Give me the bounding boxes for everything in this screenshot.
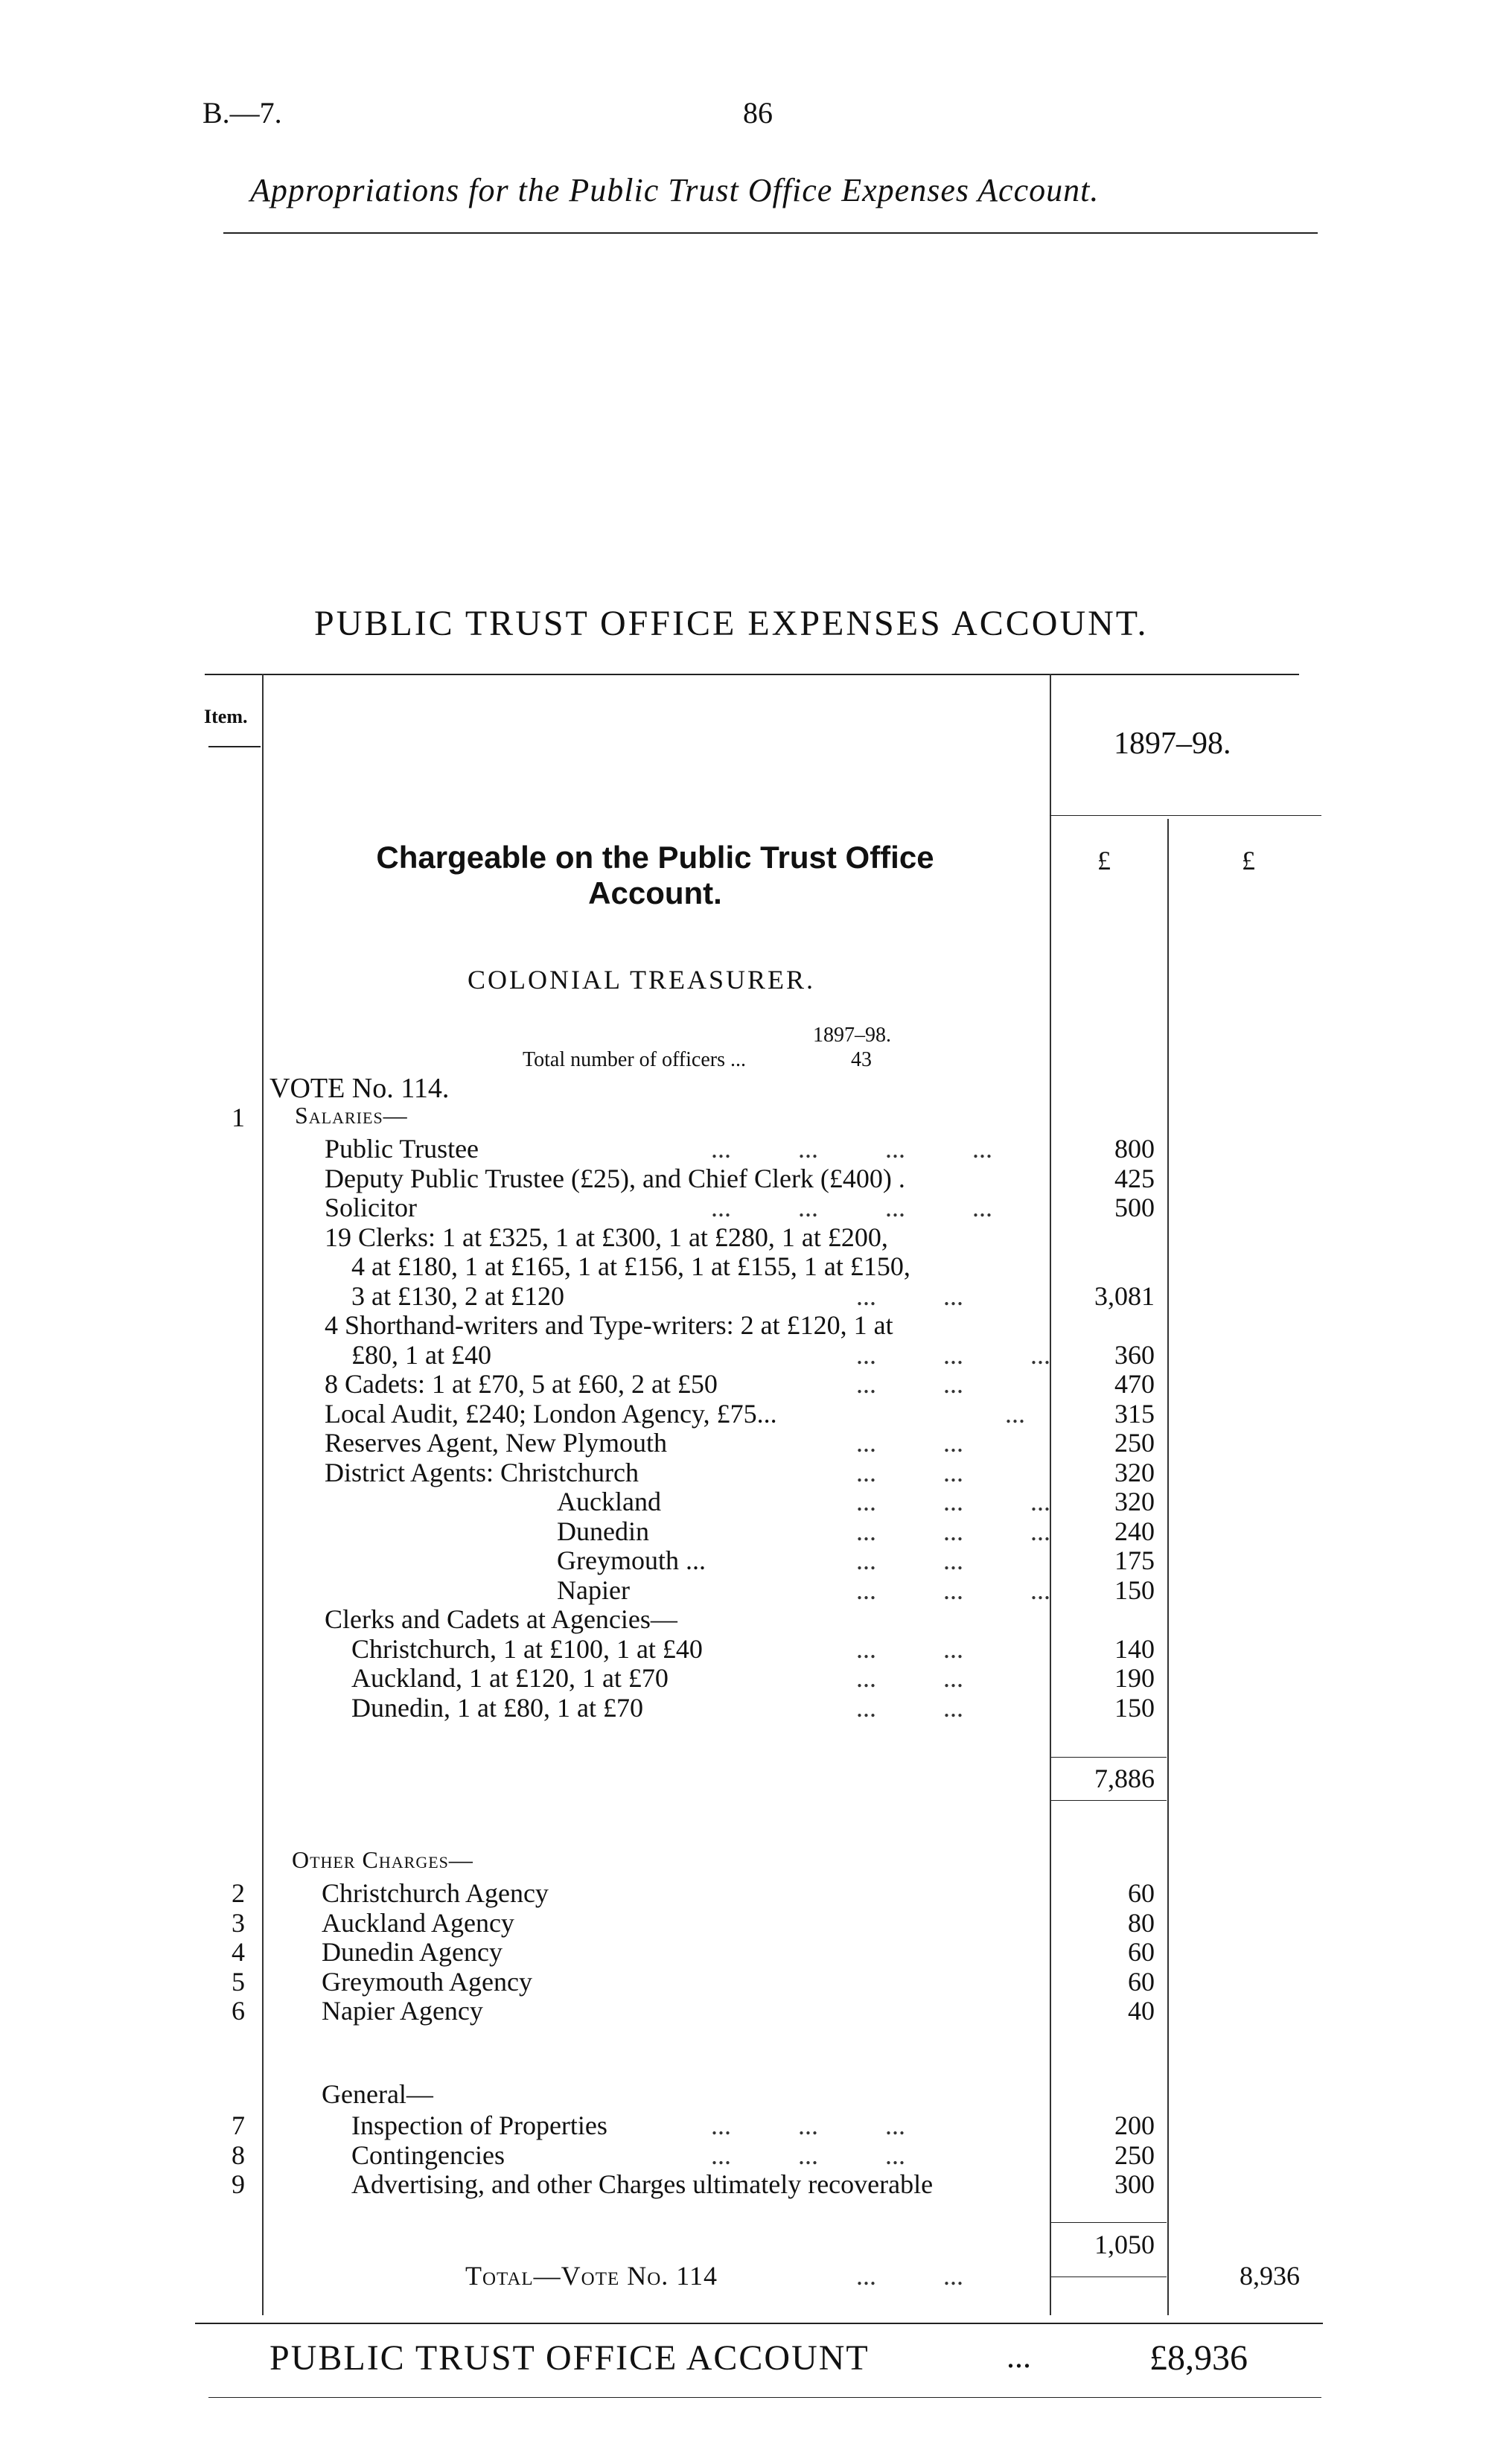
leader-dots: ... ... [856, 1692, 963, 1723]
row-label: Auckland [557, 1487, 661, 1516]
other-charge-row [0, 1907, 1512, 1937]
row-label: District Agents: Christchurch [325, 1457, 639, 1487]
row-label: Clerks and Cadets at Agencies— [325, 1604, 677, 1634]
table-top-rule [205, 674, 1299, 675]
chargeable-heading-line1: Chargeable on the Public Trust Office [376, 840, 934, 875]
leader-dots: ... ... [856, 1663, 963, 1693]
general-row [0, 2110, 1512, 2140]
year-column-header: 1897–98. [1114, 727, 1231, 761]
salary-row [0, 1309, 1512, 1339]
salary-row [0, 1486, 1512, 1516]
row-label: Auckland, 1 at £120, 1 at £70 [351, 1663, 669, 1693]
row-amount: 190 [1114, 1663, 1155, 1693]
row-label: Auckland Agency [322, 1907, 514, 1938]
row-label: Reserves Agent, New Plymouth [325, 1428, 667, 1458]
item-number: 4 [232, 1937, 245, 1967]
salary-row [0, 1516, 1512, 1545]
salary-row [0, 1133, 1512, 1163]
chargeable-heading [283, 840, 1027, 911]
row-label: Christchurch, 1 at £100, 1 at £40 [351, 1633, 703, 1664]
row-amount: 470 [1114, 1369, 1155, 1399]
row-label: 3 at £130, 2 at £120 [351, 1280, 564, 1311]
row-amount: 140 [1114, 1633, 1155, 1664]
salary-row [0, 1574, 1512, 1604]
row-label: Greymouth ... [557, 1545, 706, 1575]
salary-row [0, 1633, 1512, 1663]
row-amount: 320 [1114, 1457, 1155, 1487]
leader-dots: ... ... ... [711, 2110, 905, 2140]
page-number: 86 [743, 96, 773, 130]
salary-row [0, 1192, 1512, 1222]
total-vote-amount: 8,936 [1240, 2261, 1300, 2291]
general-subtotal: 1,050 [1094, 2230, 1155, 2259]
row-amount: 360 [1114, 1339, 1155, 1370]
row-amount: 320 [1114, 1487, 1155, 1516]
salary-row [0, 1604, 1512, 1633]
chargeable-heading-line2: Account. [588, 875, 722, 910]
general-row [0, 2140, 1512, 2169]
row-label: Napier [557, 1574, 630, 1605]
row-amount: 200 [1114, 2110, 1155, 2140]
officers-count: 43 [851, 1048, 872, 1071]
row-label: Solicitor [325, 1193, 417, 1222]
item-number: 5 [232, 1966, 245, 1997]
leader-dots: ... ... [856, 1457, 963, 1487]
row-amount: 300 [1114, 2169, 1155, 2199]
item-underline [208, 746, 261, 747]
row-label: 4 at £180, 1 at £165, 1 at £156, 1 at £155, 1 at £150, [351, 1251, 910, 1281]
row-amount: 80 [1128, 1907, 1155, 1938]
row-amount: 240 [1114, 1516, 1155, 1546]
row-amount: 60 [1128, 1966, 1155, 1997]
other-charge-row [0, 1995, 1512, 2025]
row-amount: 150 [1114, 1574, 1155, 1605]
leader-dots: ... ... [856, 1280, 963, 1311]
total-vote-row [0, 2260, 1512, 2290]
leader-dots: ... ... ... [856, 1574, 1050, 1605]
footer-amount: £8,936 [1149, 2338, 1248, 2378]
salaries-heading-row [0, 1102, 1512, 1132]
row-label: Dunedin [557, 1516, 649, 1546]
item-number: 8 [232, 2140, 245, 2170]
other-charges-heading: Other Charges— [292, 1846, 473, 1873]
row-label: 8 Cadets: 1 at £70, 5 at £60, 2 at £50 [325, 1369, 718, 1399]
leader-dots: ... ... ... ... [711, 1193, 992, 1222]
total-vote-label: Total—Vote No. 114 [465, 2261, 718, 2291]
footer-top-rule [195, 2323, 1323, 2324]
page-title: PUBLIC TRUST OFFICE EXPENSES ACCOUNT. [314, 604, 1149, 643]
footer-bottom-rule [208, 2397, 1321, 2398]
salaries-subtotal-underline [1051, 1800, 1167, 1801]
row-amount: 175 [1114, 1545, 1155, 1575]
header-rule [223, 232, 1318, 234]
general-row [0, 2169, 1512, 2198]
item-number: 2 [232, 1878, 245, 1908]
row-label: Public Trustee [325, 1134, 479, 1164]
row-amount: 250 [1114, 1428, 1155, 1458]
row-label: Inspection of Properties [351, 2110, 607, 2140]
salary-row [0, 1662, 1512, 1692]
item-number: 6 [232, 1996, 245, 2026]
row-label: Advertising, and other Charges ultimately recoverable [351, 2169, 934, 2199]
row-amount: 500 [1114, 1193, 1155, 1222]
officers-year: 1897–98. [813, 1024, 891, 1047]
item-number: 1 [232, 1103, 245, 1132]
salary-row [0, 1545, 1512, 1574]
row-amount: 150 [1114, 1692, 1155, 1723]
total-vote-dots: ... ... [856, 2261, 963, 2291]
salary-row [0, 1280, 1512, 1310]
leader-dots: ... ... ... ... [711, 1134, 992, 1164]
running-title: Appropriations for the Public Trust Office Expenses Account. [250, 172, 1100, 208]
row-amount: 800 [1114, 1134, 1155, 1164]
item-number: 9 [232, 2169, 245, 2199]
item-number: 3 [232, 1907, 245, 1938]
row-amount: 40 [1128, 1996, 1155, 2026]
salaries-heading: Salaries— [295, 1102, 408, 1129]
page-reference: B.—7. [202, 96, 282, 130]
leader-dots: ... ... ... [856, 1339, 1050, 1370]
row-label: £80, 1 at £40 [351, 1339, 491, 1370]
salary-row [0, 1427, 1512, 1457]
leader-dots: ... ... [856, 1545, 963, 1575]
salary-row [0, 1222, 1512, 1251]
other-charge-row [0, 1936, 1512, 1966]
row-label: Dunedin Agency [322, 1937, 503, 1967]
salary-row [0, 1692, 1512, 1722]
other-charges-heading-row [0, 1846, 1512, 1876]
item-number: 7 [232, 2110, 245, 2140]
general-heading: General— [322, 2079, 433, 2109]
row-label: 19 Clerks: 1 at £325, 1 at £300, 1 at £280, 1 at £200, [325, 1222, 888, 1252]
salaries-subtotal-rule [1051, 1757, 1167, 1758]
salary-row [0, 1339, 1512, 1369]
other-charge-row [0, 1877, 1512, 1907]
row-label: Greymouth Agency [322, 1966, 532, 1997]
department-heading: COLONIAL TREASURER. [468, 965, 816, 995]
row-label: Napier Agency [322, 1996, 483, 2026]
vote-heading: VOTE No. 114. [269, 1073, 450, 1104]
footer-dots: ... [1007, 2338, 1031, 2375]
row-label: Deputy Public Trustee (£25), and Chief Clerk (£400) . [325, 1163, 905, 1193]
salary-row [0, 1398, 1512, 1428]
leader-dots: ... ... [856, 1633, 963, 1664]
row-label: Contingencies [351, 2140, 505, 2170]
item-column-header: Item. [204, 706, 248, 727]
pound-unit-right: £ [1242, 846, 1255, 875]
salary-row [0, 1163, 1512, 1193]
salary-row [0, 1251, 1512, 1280]
salaries-subtotal: 7,886 [1094, 1764, 1155, 1793]
other-charge-row [0, 1966, 1512, 1996]
row-label: Local Audit, £240; London Agency, £75... [325, 1398, 777, 1429]
row-label: 4 Shorthand-writers and Type-writers: 2 at £120, 1 at [325, 1310, 893, 1340]
leader-dots: ... ... ... [856, 1487, 1050, 1516]
footer-label: PUBLIC TRUST OFFICE ACCOUNT [269, 2338, 870, 2378]
leader-dots: ... ... ... [711, 2140, 905, 2170]
leader-dots: ... ... [856, 1369, 963, 1399]
general-heading-row [0, 2078, 1512, 2108]
row-label: Christchurch Agency [322, 1878, 549, 1908]
row-amount: 425 [1114, 1163, 1155, 1193]
leader-dots: ... [1005, 1398, 1025, 1429]
pound-unit-left: £ [1097, 846, 1111, 875]
row-amount: 3,081 [1094, 1280, 1155, 1311]
leader-dots: ... ... ... [856, 1516, 1050, 1546]
officers-label: Total number of officers ... [523, 1048, 746, 1071]
row-label: Dunedin, 1 at £80, 1 at £70 [351, 1692, 643, 1723]
row-amount: 60 [1128, 1878, 1155, 1908]
general-subtotal-rule [1051, 2222, 1167, 2223]
leader-dots: ... ... [856, 1428, 963, 1458]
year-underline [1050, 815, 1321, 816]
salary-row [0, 1368, 1512, 1398]
row-amount: 315 [1114, 1398, 1155, 1429]
row-amount: 250 [1114, 2140, 1155, 2170]
row-amount: 60 [1128, 1937, 1155, 1967]
salary-row [0, 1457, 1512, 1487]
